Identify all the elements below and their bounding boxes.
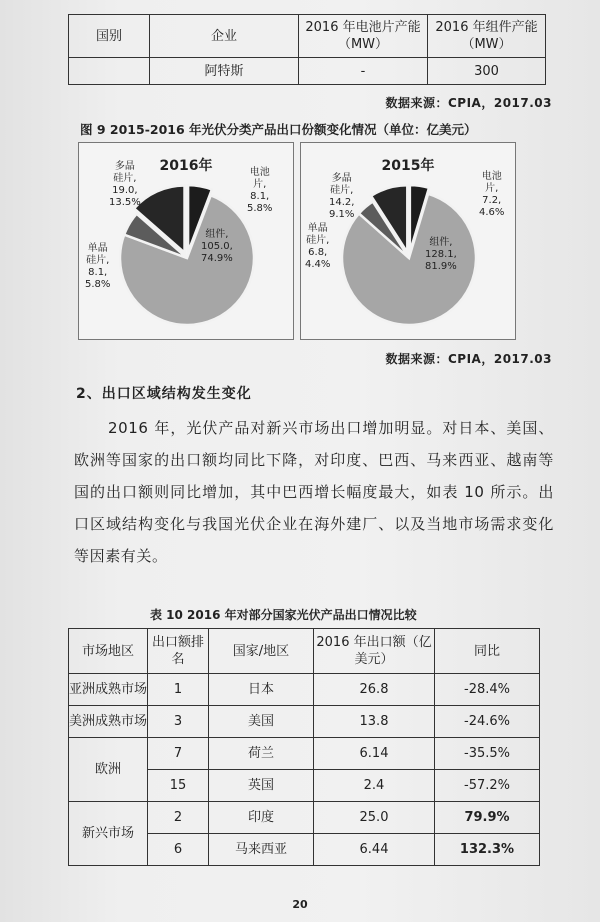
table-row: [69, 738, 540, 770]
table-row: [69, 802, 540, 834]
slice-label-line: 74.9%: [201, 253, 233, 264]
slice-label-line: 5.8%: [247, 203, 273, 214]
cell-country: 美国: [209, 706, 314, 738]
pie-chart-2015: [300, 142, 516, 340]
header-export-value: 2016 年出口额（亿美元）: [314, 629, 435, 674]
cell-rank: 1: [148, 674, 209, 706]
slice-label-line: 硅片,: [306, 235, 330, 246]
header-region: 市场地区: [69, 629, 148, 674]
slice-label-line: 硅片,: [330, 185, 354, 196]
slice-label-line: 电池: [481, 171, 502, 182]
pie-title: 2016年: [159, 158, 213, 174]
slice-label: [201, 229, 233, 265]
header-cell-capacity: 2016 年电池片产能（MW）: [299, 15, 428, 58]
slice-label: [247, 167, 272, 215]
slice-label-line: 单晶: [307, 223, 328, 234]
cell-value: 6.14: [314, 738, 435, 770]
cell-rank: 15: [148, 770, 209, 802]
slice-label-line: 4.6%: [479, 207, 505, 218]
slice-label-line: 9.1%: [329, 209, 355, 220]
slice-label: [479, 171, 504, 219]
cell-country: 印度: [209, 802, 314, 834]
cell-country: 日本: [209, 674, 314, 706]
slice-label-line: 单晶: [87, 243, 108, 254]
header-rank: 出口额排名: [148, 629, 209, 674]
cell-value: 26.8: [314, 674, 435, 706]
slice-label-line: 组件,: [205, 229, 229, 240]
slice-label: [109, 161, 141, 209]
cell-country: 荷兰: [209, 738, 314, 770]
cell-yoy: -28.4%: [435, 674, 540, 706]
slice-label-line: 8.1,: [88, 267, 108, 278]
slice-label-line: 13.5%: [109, 197, 141, 208]
cell-region: 美洲成熟市场: [69, 706, 148, 738]
cell-rank: 2: [148, 802, 209, 834]
slice-label-line: 4.4%: [305, 259, 331, 270]
header-country: 国别: [69, 15, 150, 58]
source-note: 数据来源：CPIA，2017.03: [385, 352, 552, 366]
slice-label: [329, 173, 354, 221]
slice-label-line: 19.0,: [112, 185, 138, 196]
slice-label-line: 6.8,: [308, 247, 328, 258]
cell-country: [69, 58, 150, 85]
table-row: [69, 706, 540, 738]
slice-label-line: 128.1,: [425, 249, 457, 260]
cell-yoy: -57.2%: [435, 770, 540, 802]
slice-label-line: 电池: [249, 167, 270, 178]
header-country: 国家/地区: [209, 629, 314, 674]
slice-label-line: 105.0,: [201, 241, 233, 252]
header-yoy: 同比: [435, 629, 540, 674]
slice-label-line: 5.8%: [85, 279, 111, 290]
cell-country: 马来西亚: [209, 834, 314, 866]
slice-label: [305, 223, 330, 271]
cell-value: 2.4: [314, 770, 435, 802]
cell-company: 阿特斯: [150, 58, 299, 85]
header-company: 企业: [150, 15, 299, 58]
cell-rank: 3: [148, 706, 209, 738]
slice-label-line: 片,: [485, 183, 499, 194]
cell-value: 6.44: [314, 834, 435, 866]
cell-value: 25.0: [314, 802, 435, 834]
header-module-capacity: 2016 年组件产能（MW）: [428, 15, 546, 58]
slice-label-line: 7.2,: [482, 195, 502, 206]
slice-label-line: 多晶: [114, 161, 135, 172]
section-heading: 2、出口区域结构发生变化: [76, 386, 252, 402]
cell-yoy: -24.6%: [435, 706, 540, 738]
table-caption: 表 10 2016 年对部分国家光伏产品出口情况比较: [150, 608, 417, 622]
cell-cell-capacity: -: [299, 58, 428, 85]
export-comparison-table: [68, 628, 540, 866]
table-row: [69, 674, 540, 706]
cell-region: 欧洲: [69, 738, 148, 802]
cell-module-capacity: 300: [428, 58, 546, 85]
slice-label-line: 片,: [253, 179, 267, 190]
slice-label: [425, 237, 457, 273]
page-number: 20: [292, 898, 308, 911]
paragraph-text: 2016 年，光伏产品对新兴市场出口增加明显。对日本、美国、欧洲等国家的出口额均同比下降，对印度、巴西、马来西亚、越南等国的出口额则同比增加，其中巴西增长幅度最大，如表 10 所示。出口区域结构变化与我国光伏企业在海外建厂、以及当地市场需求变化等因素有关。: [74, 419, 554, 565]
slice-label-line: 81.9%: [425, 261, 457, 272]
source-note: 数据来源：CPIA，2017.03: [385, 96, 552, 110]
slice-label-line: 14.2,: [329, 197, 355, 208]
slice-label-line: 多晶: [331, 173, 352, 184]
slice-label-line: 组件,: [429, 237, 453, 248]
cell-rank: 7: [148, 738, 209, 770]
cell-value: 13.8: [314, 706, 435, 738]
body-paragraph: [74, 412, 554, 572]
cell-yoy: -35.5%: [435, 738, 540, 770]
cell-region: 新兴市场: [69, 802, 148, 866]
cell-yoy: 132.3%: [435, 834, 540, 866]
slice-label-line: 硅片,: [113, 173, 137, 184]
pie-chart-2016: [78, 142, 294, 340]
cell-yoy: 79.9%: [435, 802, 540, 834]
cell-region: 亚洲成熟市场: [69, 674, 148, 706]
figure-caption: 图 9 2015-2016 年光伏分类产品出口份额变化情况（单位：亿美元）: [80, 122, 477, 137]
pie-title: 2015年: [381, 158, 435, 174]
slice-label-line: 8.1,: [250, 191, 270, 202]
capacity-table: [68, 14, 546, 85]
cell-country: 英国: [209, 770, 314, 802]
slice-label-line: 硅片,: [86, 255, 110, 266]
slice-label: [85, 243, 110, 291]
cell-rank: 6: [148, 834, 209, 866]
